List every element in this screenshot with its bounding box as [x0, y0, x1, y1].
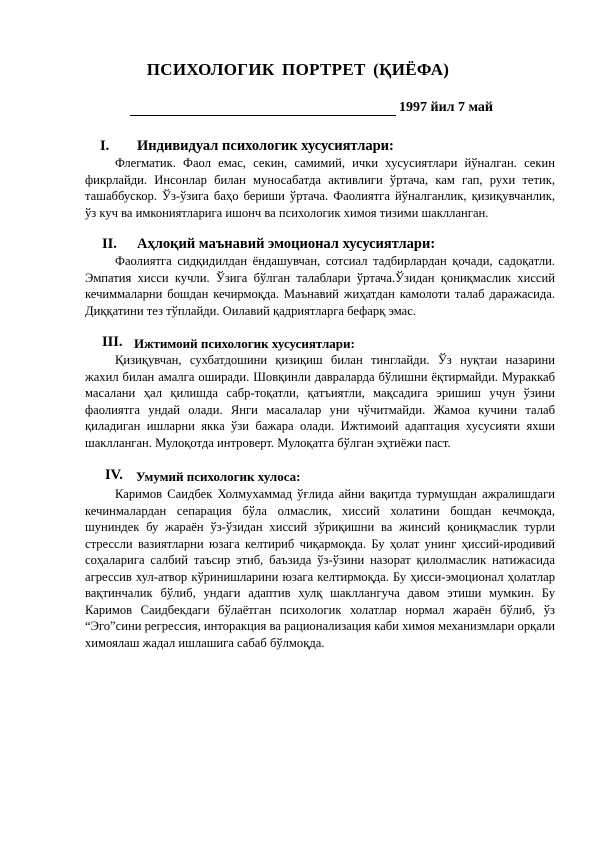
section-1-number: I. — [100, 138, 110, 154]
date-line — [130, 100, 514, 116]
section-4-number: IV. — [105, 467, 123, 483]
section-1-text: Флегматик. Фаол емас, секин, самимий, ички хусусиятлари йўналган. секин фикрлайди. Инсонлар билан муносабатда активлиги ўртача, кам гап, рухи тетик, ташаббускор. Ўз-ўзига баҳо бериши ўртача. Фаолиятга йўналганлик, қизиқувчанлик, ўз куч ва имкониятларига ишонч ва психологик химоя тизими шаклланган. — [85, 156, 555, 220]
section-2-number: II. — [102, 236, 117, 252]
document-date: 1997 йил 7 май — [399, 100, 493, 115]
page-title: ПСИХОЛОГИК ПОРТРЕТ (ҚИЁФА) — [146, 60, 450, 79]
section-3-text: Қизиқувчан, сухбатдошини қизиқиш билан тинглайди. Ўз нуқтаи назарини жахил билан амалга оширади. Шовқинли давраларда бўлишни ёқтирмайди. Мураккаб масалани ҳал қилишда сабр-тоқатли, қатъиятли, мақсадига эришиш учун ўзини фаолиятга ундай олади. Янги масалалар уни чўчитмайди. Жамоа кучини талаб қиладиган ишларни якка ўзи бажара олади. Ижтимоий адаптация хусусияти яхши шаклланган. Мулоқотда интроверт. Мулоқатга бўлган эҳтиёжи паст. — [85, 353, 555, 450]
section-4-title: Умумий психологик хулоса: — [136, 469, 301, 484]
section-3-title: Ижтимоий психологик хусусиятлари: — [134, 336, 355, 351]
blank-underline — [130, 102, 396, 116]
section-4-text: Каримов Саидбек Холмухаммад ўғлида айни вақитда турмушдан ажралишдаги кечинмалардан сепарация бўла олмаслик, хиссий холатини бошдан кечмоқда, шуниндек бу жараён ўз-ўзидан хиссий зўриқишни ва жинсий қониқмаслик турли стрессли вазиятларни юзага келтириб чиқармоқда. Бу ҳолат унинг ҳиссий-иродивий соҳаларига салбий таъсир этиб, баъзида ўз-ўзини назорат қилолмаслик натижасида агрессив хул-атвор кўринишларини юзага келтирмоқда. Бу ҳисси-эмоционал ҳолатлар вақтинчалик бўлиб, ундаги адаптив хулқ шакллангуча давом этиши мумкин. Бу Каримов Саидбекдаги бўлаётган психологик холатлар нормал жараён бўлиб, ўз “Эго”сини регрессия, инторакция ва рационализация каби химоя механизмлари орқали химоялаш жадал ишлашига сабаб бўлмоқда. — [85, 487, 555, 650]
section-1-title: Индивидуал психологик хусусиятлари: — [137, 138, 394, 154]
section-3-number: III. — [102, 334, 123, 350]
section-2-title: Аҳлоқий маънавий эмоционал хусусиятлари: — [137, 236, 436, 252]
section-2-text: Фаолиятга сидқидилдан ёндашувчан, сотсиал тадбирлардан қочади, садоқатли. Эмпатия хисси кучли. Ўзига бўлган талаблари ўртача.Ўзидан қониқмаслик хиссий кечиммаларни бошдан кечирмоқда. Маънавий жиҳатдан камолоти талаб даражасида. Диққатини тез тўплайди. Оилавий қадриятларга бефарқ эмас. — [85, 254, 555, 318]
